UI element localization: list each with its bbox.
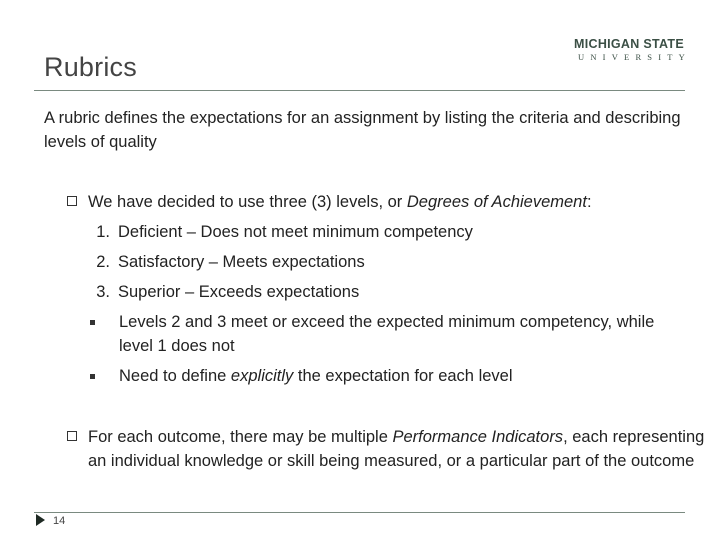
square-bullet-icon [90, 320, 95, 325]
bullet-levels-prefix: We have decided to use three (3) levels, or [88, 193, 407, 211]
intro-text: A rubric defines the expectations for an assignment by listing the criteria and describing levels of quality [44, 109, 681, 151]
sub-bullet-explicit-emphasis: explicitly [230, 367, 294, 385]
bullet-pi-emphasis: Performance Indicators [392, 428, 564, 446]
bullet-pi-prefix: For each outcome, there may be multiple [88, 428, 393, 446]
level-number: 2. [96, 253, 110, 271]
slide-title: Rubrics [44, 52, 137, 82]
checkbox-bullet-icon [67, 431, 77, 441]
logo-line-1: MICHIGAN STATE [574, 37, 684, 51]
bullet-pi-suffix: , each representing an individual knowledge or skill being measured, or a particular part of the outcome [88, 428, 705, 470]
sub-bullet-competency: Levels 2 and 3 meet or exceed the expected minimum competency, while level 1 does not [119, 313, 655, 355]
title-divider [34, 90, 685, 91]
level-text: Deficient – Does not meet minimum competency [118, 223, 473, 241]
logo-line-2: UNIVERSITY [578, 52, 691, 62]
level-text: Superior – Exceeds expectations [118, 283, 360, 301]
checkbox-bullet-icon [67, 196, 77, 206]
square-bullet-icon [90, 374, 95, 379]
sub-bullet-explicit-prefix: Need to define [119, 367, 231, 385]
msu-logo [572, 37, 691, 63]
page-number: 14 [53, 515, 66, 527]
sub-bullet-explicit [119, 364, 684, 388]
level-number: 1. [96, 223, 110, 241]
bullet-levels-emphasis: Degrees of Achievement [406, 193, 587, 211]
level-number: 3. [96, 283, 110, 301]
sub-bullet-explicit-suffix: the expectation for each level [293, 367, 513, 385]
footer-divider [34, 512, 685, 513]
triangle-marker-icon [36, 514, 45, 526]
bullet-performance-indicators [88, 425, 713, 473]
bullet-levels [88, 190, 688, 214]
level-text: Satisfactory – Meets expectations [118, 253, 365, 271]
bullet-levels-suffix: : [586, 193, 592, 211]
